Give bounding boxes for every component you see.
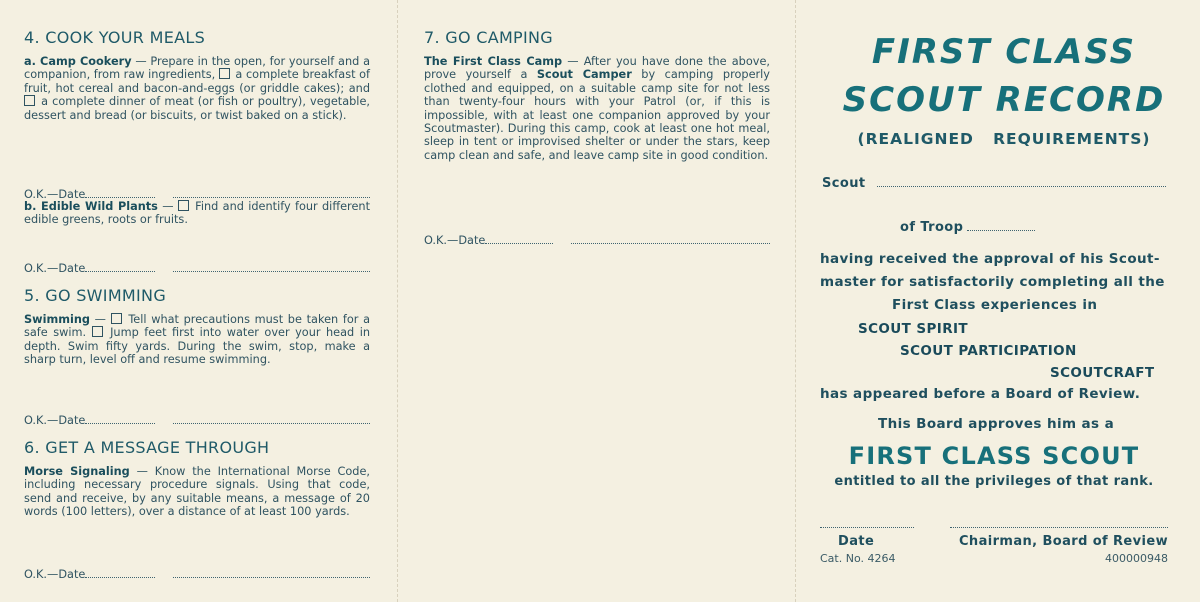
edible-plants-heading: b. Edible Wild Plants bbox=[24, 200, 158, 213]
swimming-text: Swimming — Tell what precautions must be taken for a safe swim. Jump feet first into water over your head in depth. Swim fifty yards. During the swim, stop, make a sharp turn, level off and resume swimming. bbox=[24, 313, 371, 367]
serial-number: 400000948 bbox=[1105, 552, 1168, 565]
rank-block: FIRST CLASS SCOUT entitled to all the privileges of that rank. bbox=[814, 442, 1174, 492]
item-scoutcraft: SCOUTCRAFT bbox=[1050, 365, 1155, 381]
signature-field[interactable] bbox=[173, 271, 370, 272]
scout-label: Scout bbox=[822, 176, 866, 191]
section-title: 7. GO CAMPING bbox=[424, 28, 553, 47]
date-field[interactable] bbox=[85, 271, 155, 272]
checkbox[interactable] bbox=[219, 68, 230, 79]
signature-field[interactable] bbox=[173, 577, 370, 578]
record-title-line1: FIRST CLASS bbox=[871, 32, 1137, 72]
section-title: 6. GET A MESSAGE THROUGH bbox=[24, 438, 270, 457]
signature-field[interactable] bbox=[173, 423, 370, 424]
date-field[interactable] bbox=[85, 423, 155, 424]
item-scout-participation: SCOUT PARTICIPATION bbox=[900, 343, 1077, 359]
section-message bbox=[24, 438, 370, 519]
camping-heading: The First Class Camp bbox=[424, 55, 563, 68]
signature-field[interactable] bbox=[571, 243, 770, 244]
fold-line bbox=[795, 0, 796, 602]
scout-name-field[interactable] bbox=[877, 186, 1166, 187]
section-swimming bbox=[24, 286, 370, 367]
catalog-number: Cat. No. 4264 bbox=[820, 552, 896, 565]
section-cook-meals bbox=[24, 28, 370, 122]
ok-date-line: O.K.—Date bbox=[24, 262, 370, 275]
chairman-label: Chairman, Board of Review bbox=[958, 534, 1168, 549]
troop-label: of Troop bbox=[900, 220, 964, 235]
checkbox[interactable] bbox=[178, 200, 189, 211]
camping-text: The First Class Camp — After you have done the above, prove yourself a Scout Camper by camping properly clothed and equipped, on a suitable camp site for not less than twenty-four hours with your Patrol (or, if this is impossible, with at least one companion approved by your Scoutmaster). During this camp, cook at least one hot meal, sleep in tent or improvised shelter or under the stars, keep camp clean and safe, and leave camp site in good condition. bbox=[424, 55, 770, 162]
fold-line bbox=[397, 0, 398, 602]
ok-date-line: O.K.—Date bbox=[424, 234, 770, 247]
rank-title: FIRST CLASS SCOUT bbox=[848, 442, 1140, 470]
morse-heading: Morse Signaling bbox=[24, 465, 130, 478]
item-scout-spirit: SCOUT SPIRIT bbox=[858, 321, 969, 337]
date-field[interactable] bbox=[85, 577, 155, 578]
camp-cookery-text: a. Camp Cookery — Prepare in the open, for yourself and a companion, from raw ingredients, a complete breakfast of fruit, hot cereal and bacon-and-eggs (or griddle cakes); and a complete dinner of meat (or fish or poultry), vegetable, dessert and bread (or biscuits, or twist baked on a stick). bbox=[24, 55, 371, 122]
date-field[interactable] bbox=[85, 197, 155, 198]
date-label: Date bbox=[838, 534, 875, 549]
signature-block bbox=[820, 526, 1168, 565]
chairman-signature-field[interactable] bbox=[950, 526, 1168, 528]
ok-date-line: O.K.—Date bbox=[24, 188, 370, 201]
scout-name-row bbox=[822, 176, 1166, 191]
signature-field[interactable] bbox=[173, 197, 370, 198]
edible-plants-text: b. Edible Wild Plants — Find and identify four different edible greens, roots or fruits. bbox=[24, 200, 370, 227]
troop-row bbox=[900, 220, 1035, 235]
date-field[interactable] bbox=[485, 243, 553, 244]
section-title: 4. COOK YOUR MEALS bbox=[24, 28, 206, 47]
checkbox[interactable] bbox=[111, 313, 122, 324]
checkbox[interactable] bbox=[24, 95, 35, 106]
approval-text: having received the approval of his Scout- master for satisfactorily completing all the First Class experiences in bbox=[820, 251, 1165, 313]
morse-text: Morse Signaling — Know the International Morse Code, including necessary procedure signals. Using that code, send and receive, by any suitable means, a message of 20 words (100 letters), over a distance of at least 100 yards. bbox=[24, 465, 370, 519]
section-title: 5. GO SWIMMING bbox=[24, 286, 167, 305]
ok-date-line: O.K.—Date bbox=[24, 414, 370, 427]
record-subtitle: (REALIGNED REQUIREMENTS) bbox=[857, 130, 1151, 148]
ok-date-line: O.K.—Date bbox=[24, 568, 370, 581]
camp-cookery-heading: a. Camp Cookery bbox=[24, 55, 132, 68]
section-camping bbox=[424, 28, 770, 162]
date-signature-field[interactable] bbox=[820, 526, 914, 528]
swimming-heading: Swimming bbox=[24, 313, 90, 326]
record-panel bbox=[804, 28, 1184, 565]
record-title-line2: SCOUT RECORD bbox=[842, 80, 1166, 120]
section-edible-plants bbox=[24, 200, 370, 227]
experience-list bbox=[858, 318, 1178, 384]
board-review-text: has appeared before a Board of Review. This Board approves him as a bbox=[820, 386, 1141, 432]
troop-field[interactable] bbox=[967, 230, 1035, 231]
checkbox[interactable] bbox=[92, 326, 103, 337]
